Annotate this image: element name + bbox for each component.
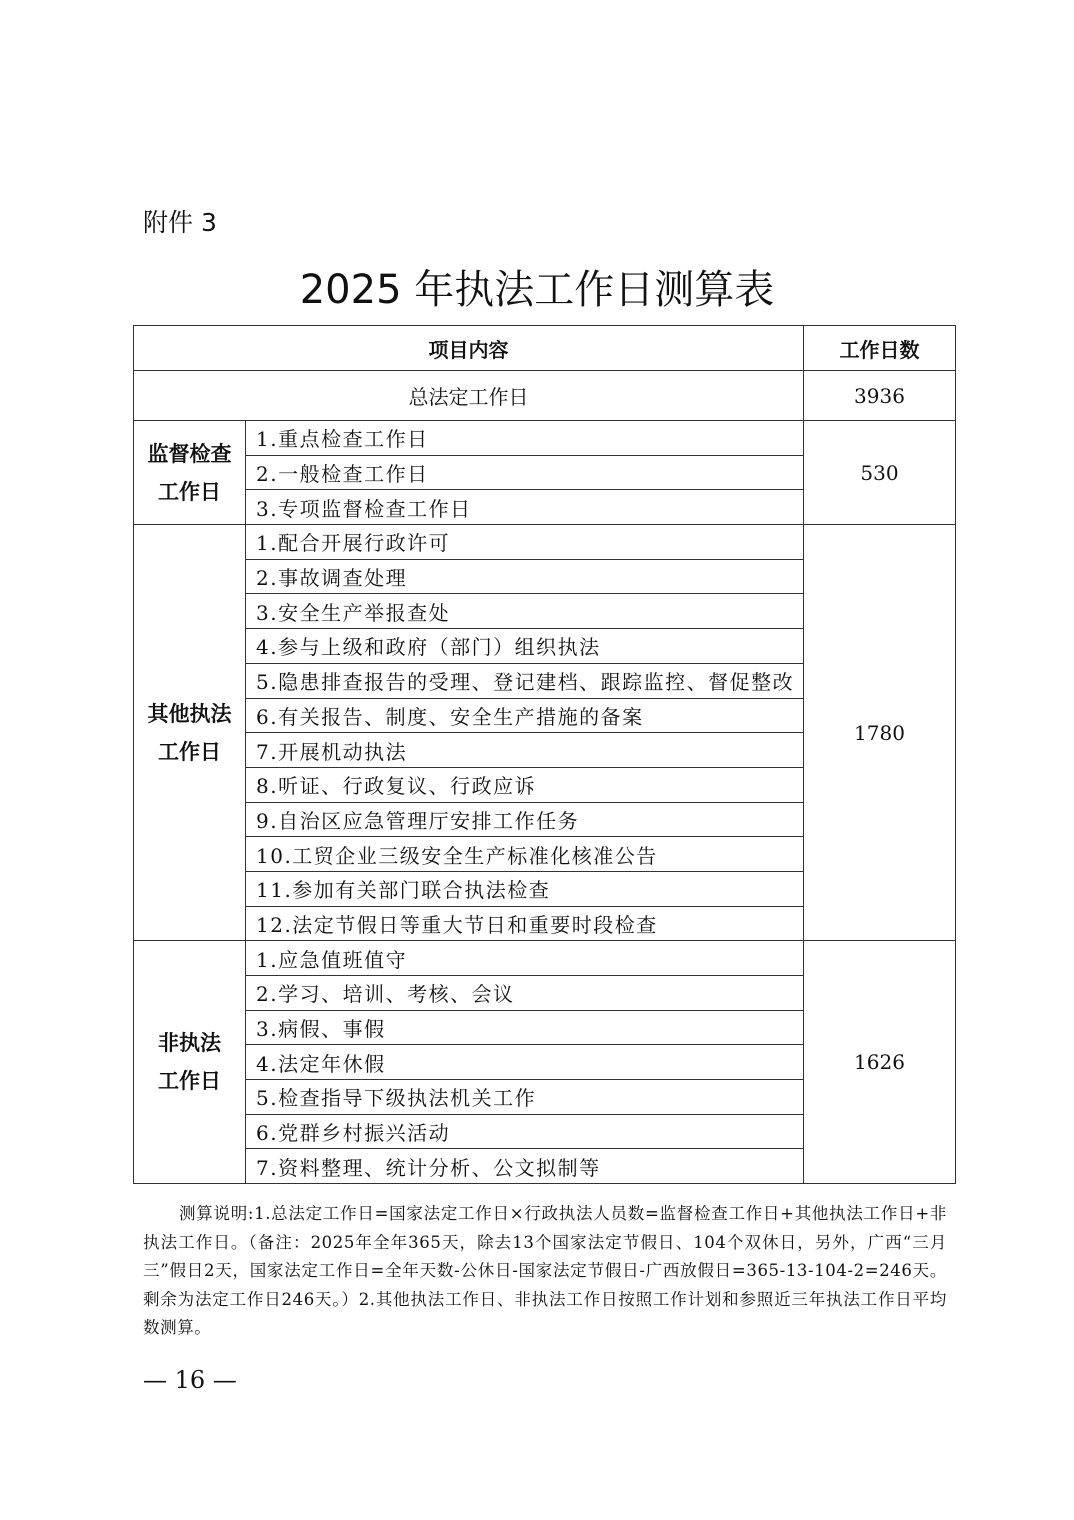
item-cell: 11.参加有关部门联合执法检查	[246, 871, 804, 906]
group-label	[134, 421, 246, 525]
table-row	[134, 421, 956, 456]
group-days: 1626	[804, 941, 956, 1184]
item-cell: 8.听证、行政复议、行政应诉	[246, 767, 804, 802]
item-cell: 3.专项监督检查工作日	[246, 490, 804, 525]
group-days: 530	[804, 421, 956, 525]
item-cell: 2.一般检查工作日	[246, 455, 804, 490]
item-cell: 4.参与上级和政府（部门）组织执法	[246, 629, 804, 664]
attachment-label: 附件 3	[143, 208, 217, 237]
item-cell: 7.开展机动执法	[246, 733, 804, 768]
item-cell: 3.病假、事假	[246, 1010, 804, 1045]
group-label-line2: 工作日	[158, 1069, 221, 1094]
group-label	[134, 941, 246, 1184]
item-cell: 10.工贸企业三级安全生产标准化核准公告	[246, 837, 804, 872]
table-header-row	[134, 326, 956, 371]
item-cell: 1.应急值班值守	[246, 941, 804, 976]
item-cell: 9.自治区应急管理厅安排工作任务	[246, 802, 804, 837]
group-label-line1: 监督检查	[147, 441, 232, 466]
total-days: 3936	[804, 371, 956, 421]
item-cell: 2.事故调查处理	[246, 559, 804, 594]
item-cell: 3.安全生产举报查处	[246, 594, 804, 629]
calculation-note: 测算说明:1.总法定工作日=国家法定工作日×行政执法人员数=监督检查工作日+其他执法工作日+非执法工作日。（备注：2025年全年365天，除去13个国家法定节假日、104个双休日，另外，广西“三月三”假日2天，国家法定工作日=全年天数-公休日-国家法定节假日-广西放假日=365-13-104-2=246天。剩余为法定工作日246天。）2.其他执法工作日、非执法工作日按照工作计划和参照近三年执法工作日平均数测算。	[143, 1204, 947, 1337]
group-label-line1: 非执法	[158, 1031, 221, 1056]
item-cell: 4.法定年休假	[246, 1045, 804, 1080]
header-content: 项目内容	[134, 326, 804, 371]
item-cell: 1.重点检查工作日	[246, 421, 804, 456]
table-row	[134, 525, 956, 560]
group-label-line1: 其他执法	[147, 701, 232, 726]
header-days: 工作日数	[804, 326, 956, 371]
item-cell: 2.学习、培训、考核、会议	[246, 976, 804, 1011]
item-cell: 5.检查指导下级执法机关工作	[246, 1080, 804, 1115]
item-cell: 12.法定节假日等重大节日和重要时段检查	[246, 906, 804, 941]
total-label: 总法定工作日	[134, 371, 804, 421]
group-label-line2: 工作日	[158, 739, 221, 764]
total-row	[134, 371, 956, 421]
item-cell: 6.党群乡村振兴活动	[246, 1114, 804, 1149]
group-days: 1780	[804, 525, 956, 941]
item-cell: 6.有关报告、制度、安全生产措施的备案	[246, 698, 804, 733]
table-row	[134, 941, 956, 976]
workday-table	[133, 325, 956, 1184]
group-label-line2: 工作日	[158, 479, 221, 504]
item-cell: 7.资料整理、统计分析、公文拟制等	[246, 1149, 804, 1184]
item-cell: 5.隐患排查报告的受理、登记建档、跟踪监控、督促整改	[246, 663, 804, 698]
page-title: 2025 年执法工作日测算表	[299, 267, 775, 313]
page-number: — 16 —	[143, 1366, 237, 1394]
group-label	[134, 525, 246, 941]
item-cell: 1.配合开展行政许可	[246, 525, 804, 560]
